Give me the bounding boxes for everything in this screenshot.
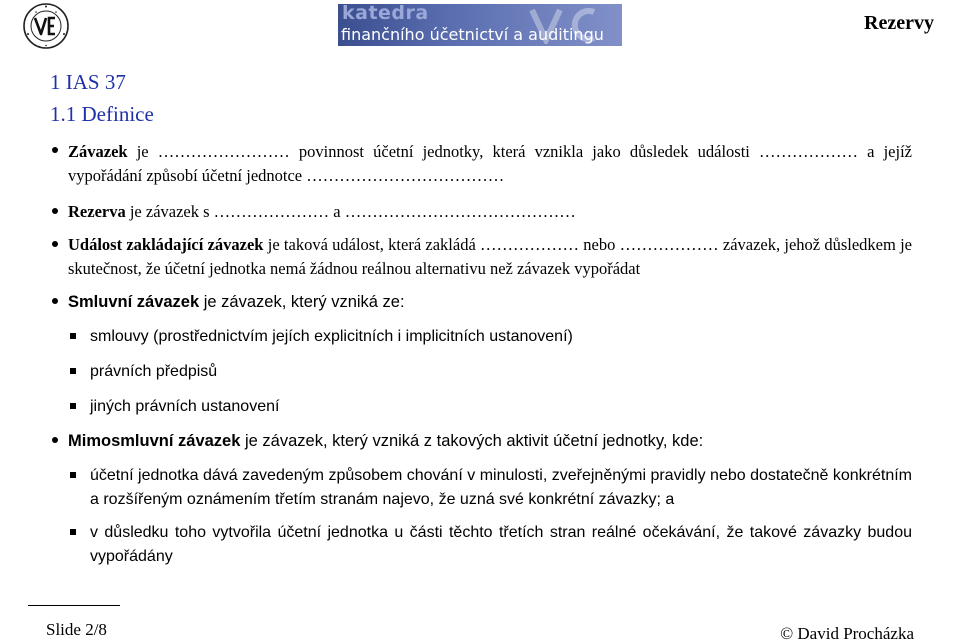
slide-number: Slide 2/8: [46, 620, 107, 639]
vse-seal-logo: [22, 2, 70, 50]
bullet-dot: [52, 437, 58, 443]
term-mimosmluvni: Mimosmluvní závazek: [68, 432, 241, 450]
definition-mimosmluvni: [68, 429, 912, 453]
term-smluvni: Smluvní závazek: [68, 293, 200, 311]
banner-line-1: katedra: [342, 4, 429, 24]
term-zavazek: Závazek: [68, 142, 128, 161]
sub-bullet-square: [70, 529, 76, 535]
list-item: v důsledku toho vytvořila účetní jednotka u části těchto třetích stran reálné očekávání, že takové závazky budou vypořádány: [90, 524, 912, 565]
bullet-dot: [52, 241, 58, 247]
definition-zavazek-text: je …………………… povinnost účetní jednotky, která vznikla jako důsledek události ……………… a jejíž vypořádání způsobí účetní jednotce ………………………………: [68, 142, 912, 185]
bullet-dot: [52, 298, 58, 304]
definition-smluvni-text: je závazek, který vzniká ze:: [199, 293, 405, 311]
department-banner: [338, 4, 622, 46]
sub-bullet-square: [70, 403, 76, 409]
subsection-heading: 1.1 Definice: [50, 102, 154, 126]
sub-bullet-square: [70, 472, 76, 478]
list-item: smlouvy (prostřednictvím jejích explicitních i implicitních ustanovení): [90, 328, 573, 345]
vse-watermark-icon: [524, 6, 616, 44]
sub-bullet-square: [70, 368, 76, 374]
term-rezerva: Rezerva: [68, 202, 126, 221]
bullet-dot: [52, 147, 58, 153]
definition-smluvni: [68, 290, 912, 314]
sub-bullet-square: [70, 333, 76, 339]
definition-udalost-text: je taková událost, která zakládá ……………… nebo ……………… závazek, jehož důsledkem je skutečnost, že účetní jednotka nemá žádnou reálnou alternativu než závazek vypořádat: [68, 235, 912, 278]
list-item: jiných právních ustanovení: [90, 398, 280, 415]
author-copyright: © David Procházka: [780, 624, 914, 643]
list-item: právních předpisů: [90, 363, 218, 380]
slide-title: Rezervy: [864, 12, 934, 34]
section-heading: 1 IAS 37: [50, 70, 126, 94]
banner-line-2: finančního účetnictví a auditingu: [341, 25, 604, 44]
bullet-dot: [52, 208, 58, 214]
definition-mimosmluvni-text: je závazek, který vzniká z takových aktivit účetní jednotky, kde:: [240, 432, 704, 450]
definition-rezerva-text: je závazek s ………………… a ……………………………………: [125, 202, 576, 221]
list-item: účetní jednotka dává zavedeným způsobem chování v minulosti, zveřejněnými pravidly nebo dostatečně konkrétním a rozšířeným oznámením třetím stranám najevo, že uzná své konkrétní závazky; a: [90, 467, 912, 508]
definition-udalost: [68, 233, 912, 281]
definition-rezerva: [68, 200, 912, 224]
term-udalost: Událost zakládající závazek: [68, 235, 264, 254]
footer-divider: [28, 605, 120, 606]
definition-zavazek: [68, 140, 912, 188]
